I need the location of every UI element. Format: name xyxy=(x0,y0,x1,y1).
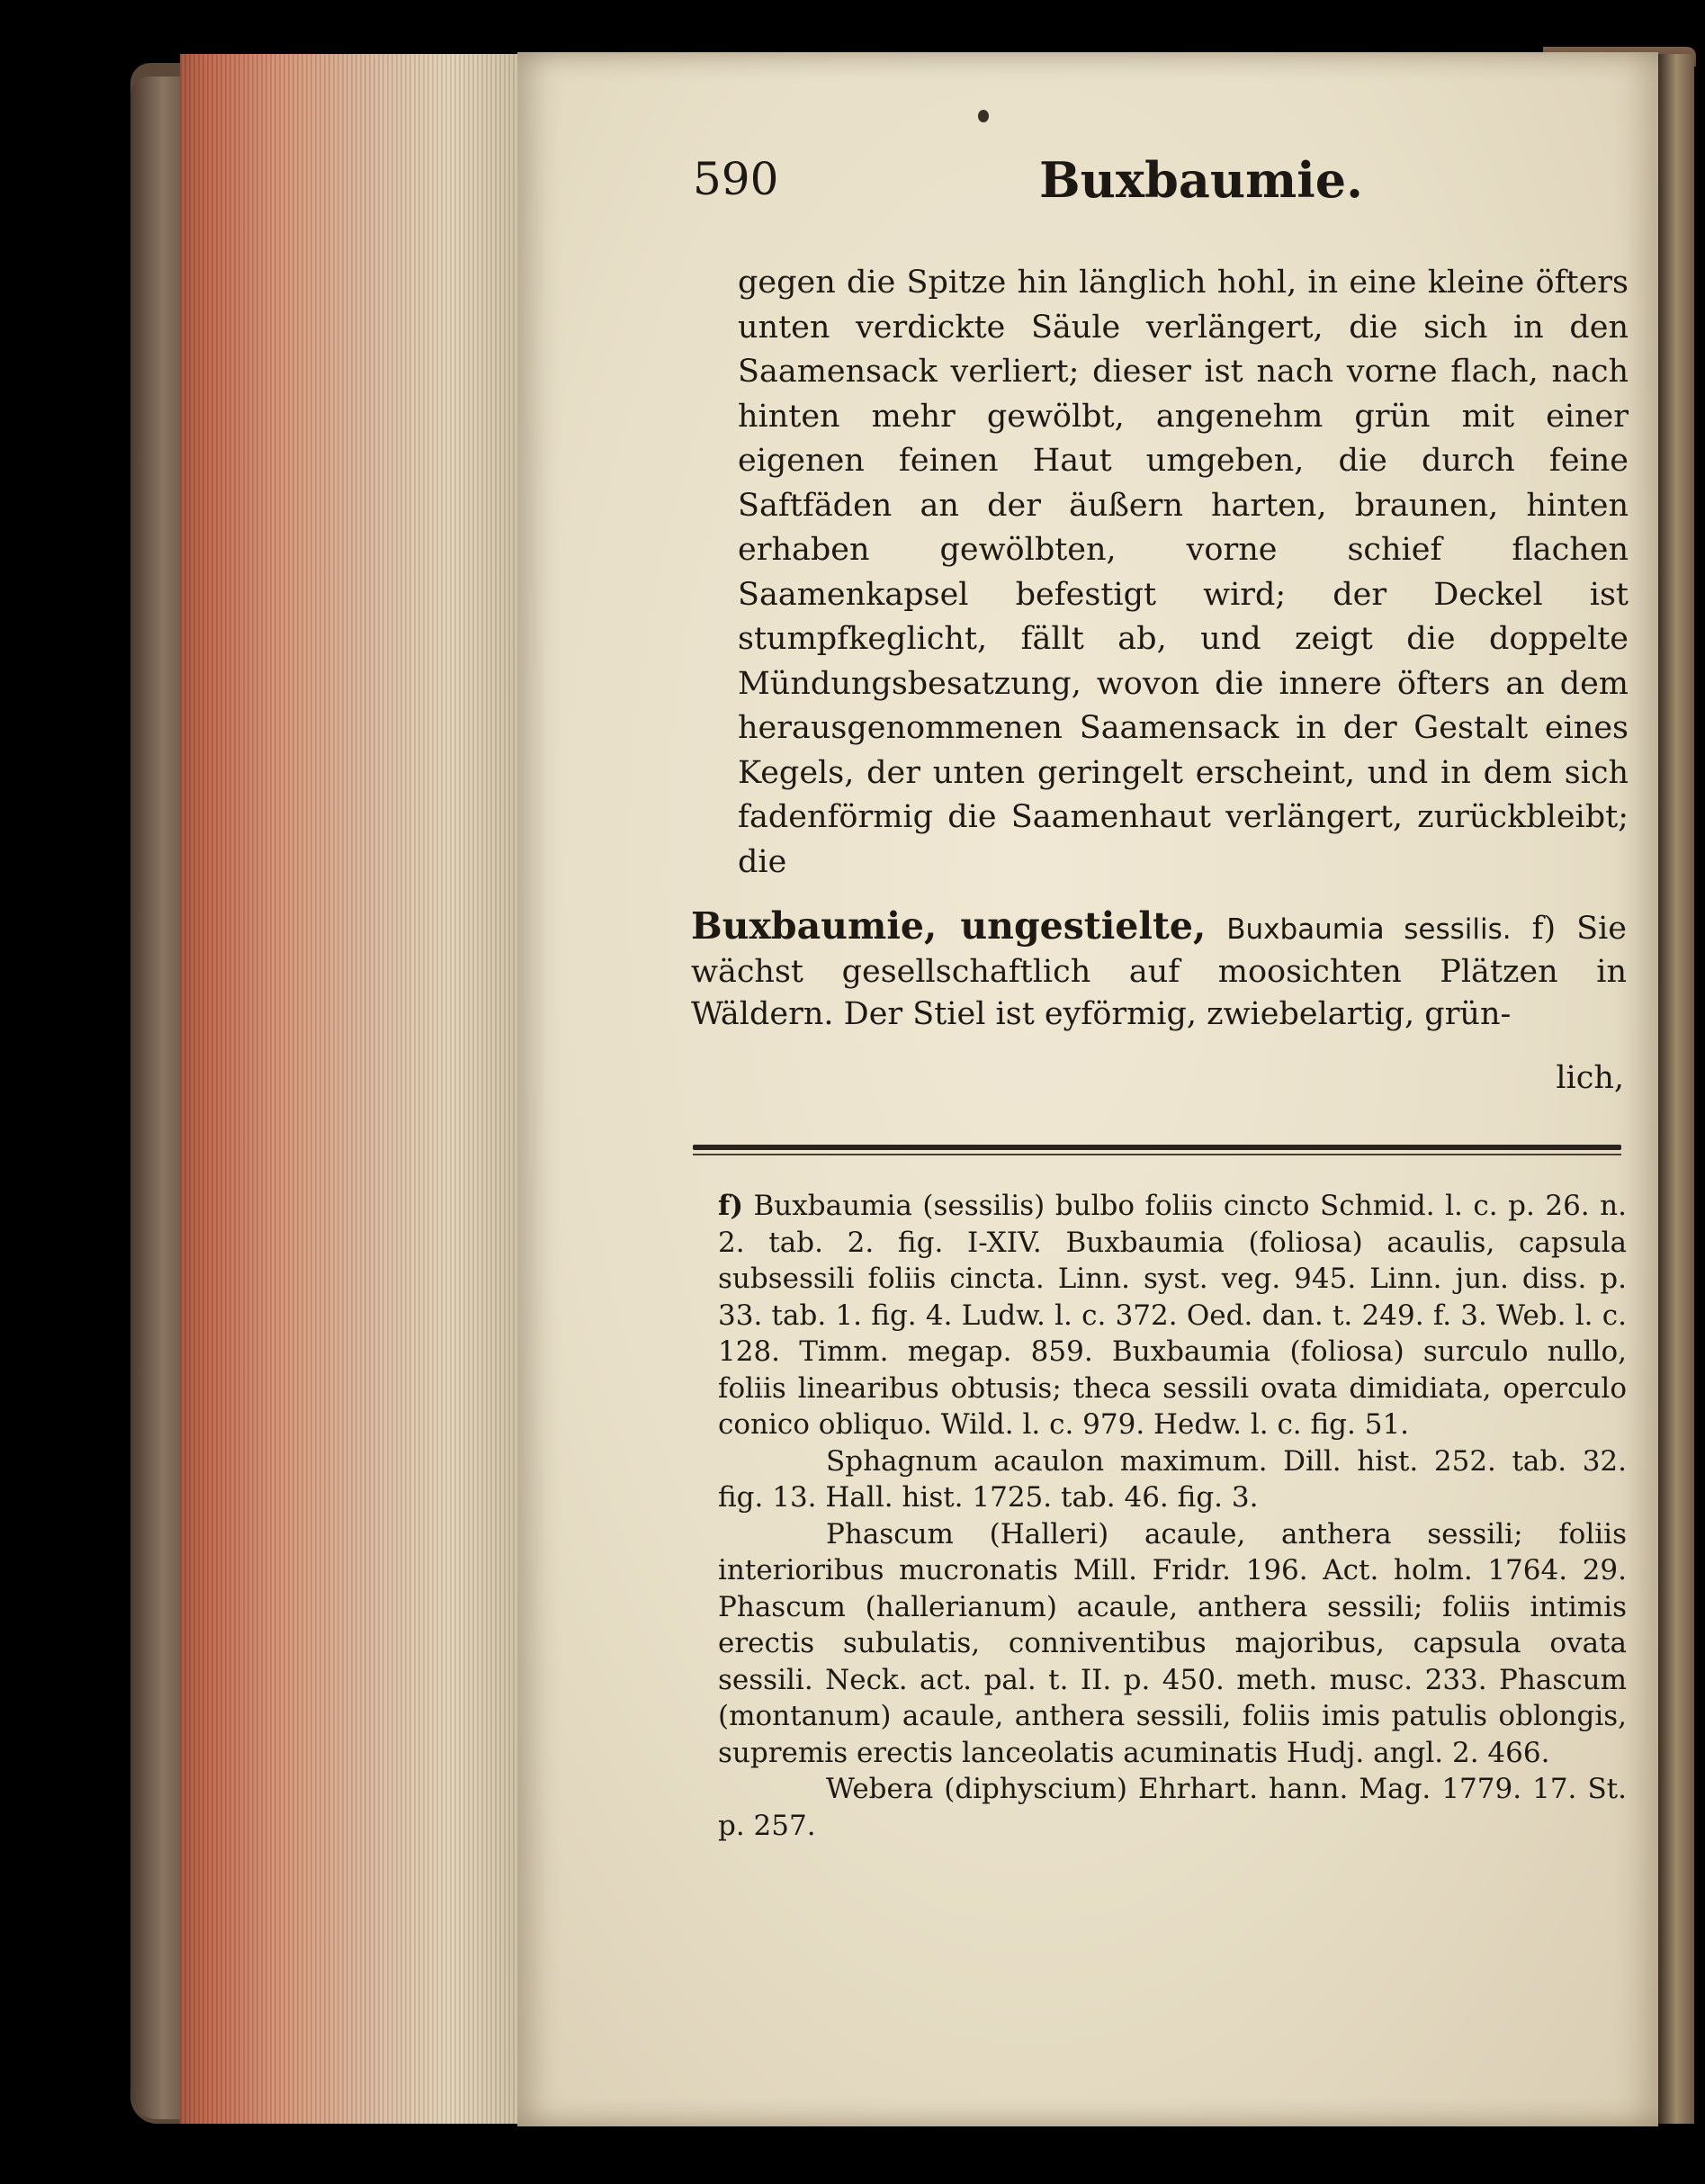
footnote-rule xyxy=(693,1145,1621,1150)
entry-heading: Buxbaumie, ungestielte, xyxy=(691,904,1207,948)
entry-latin-name: Buxbaumia sessilis. xyxy=(1226,913,1512,946)
species-entry xyxy=(691,905,1627,1036)
main-text xyxy=(738,261,1629,885)
footnote-1-text: Buxbaumia (sessilis) bulbo foliis cincto Schmid. l. c. p. 26. n. 2. tab. 2. fig. I-XIV. Buxbaumia (foliosa) acaulis, capsula subsessili foliis cincta. Linn. syst. veg. 945. Linn. jun. diss. p. 33. tab. 1. fig. 4. Ludw. l. c. 372. Oed. dan. t. 249. f. 3. Web. l. c. 128. Timm. megap. 859. Buxbaumia (foliosa) surculo nullo, foliis linearibus obtusis; theca sessili ovata dimidiata, operculo conico obliquo. Wild. l. c. 979. Hedw. l. c. fig. 51. xyxy=(718,1190,1627,1441)
footnote-3: Phascum (Halleri) acaule, anthera sessili; foliis interioribus mucronatis Mill. Fridr. 196. Act. holm. 1764. 29. Phascum (hallerianum) acaule, anthera sessili; foliis intimis erectis subulatis, conniventibus majoribus, capsula ovata sessili. Neck. act. pal. t. II. p. 450. meth. musc. 233. Phascum (montanum) acaule, anthera sessili, foliis imis patulis oblongis, supremis erectis lanceolatis acuminatis Hudj. angl. 2. 466. xyxy=(718,1517,1627,1769)
footnotes xyxy=(718,1188,1627,1844)
footnote-1 xyxy=(718,1188,1627,1443)
main-paragraph: gegen die Spitze hin länglich hohl, in eine kleine öfters unten verdickte Säule verlängert, die sich in den Saamensack verliert; dieser ist nach vorne flach, nach hinten mehr gewölbt, angenehm grün mit einer eigenen feinen Haut umgeben, die durch feine Saftfäden an der äußern harten, braunen, hinten erhaben gewölbten, vorne schief flachen Saamenkapsel befestigt wird; der Deckel ist stumpfkeglicht, fällt ab, und zeigt die doppelte Mündungsbesatzung, wovon die innere öfters an dem herausgenommenen Saamensack in der Gestalt eines Kegels, der unten geringelt erscheint, und in dem sich fadenförmig die Saamenhaut verlängert, zurückbleibt; die xyxy=(738,265,1629,880)
entry-footnote-ref: f) xyxy=(1531,911,1557,947)
footnote-rule-thin xyxy=(693,1154,1621,1155)
page-edges xyxy=(180,54,517,2124)
running-head: Buxbaumie. xyxy=(1039,151,1363,209)
page-number: 590 xyxy=(693,153,779,205)
footnote-4: Webera (diphyscium) Ehrhart. hann. Mag. 1779. 17. St. p. 257. xyxy=(718,1773,1627,1842)
footnote-mark: f) xyxy=(718,1190,744,1222)
entry-continuation: lich, xyxy=(1556,1060,1624,1096)
facing-page-edge xyxy=(1658,54,1694,2124)
entry-text: Sie wächst gesellschaftlich auf moosichten Plätzen in Wäldern. Der Stiel ist eyförmig, zwiebelartig, grün- xyxy=(691,911,1627,1032)
footnote-2: Sphagnum acaulon maximum. Dill. hist. 252. tab. 32. fig. 13. Hall. hist. 1725. tab. 46. fig. 3. xyxy=(718,1444,1627,1514)
ornament-dot xyxy=(978,110,989,122)
book-spine xyxy=(130,76,184,2119)
